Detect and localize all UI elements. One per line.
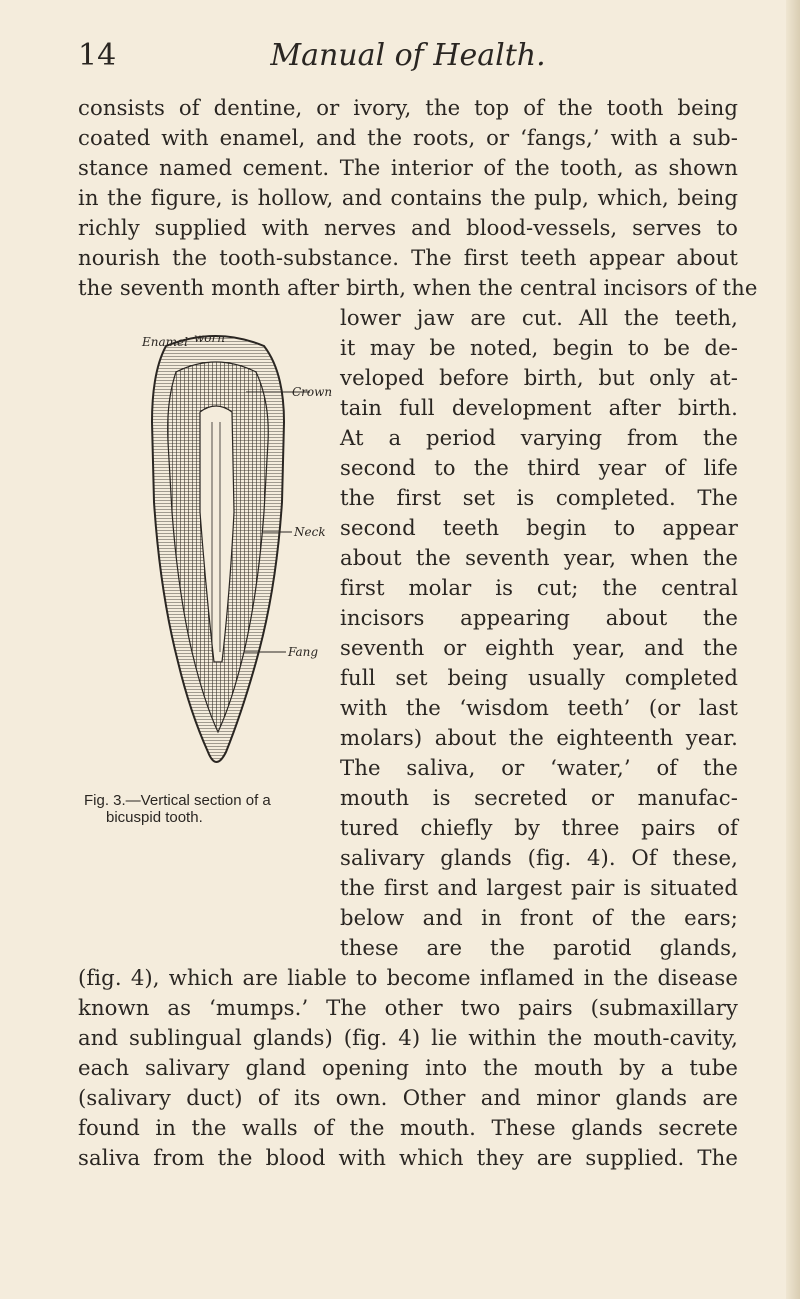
- body-line: first molar is cut; the central: [340, 575, 738, 600]
- body-line: in the figure, is hollow, and contains the pulp, which, being: [78, 185, 738, 210]
- body-line: seventh or eighth year, and the: [340, 635, 738, 660]
- body-line: richly supplied with nerves and blood-vessels, serves to: [78, 215, 738, 240]
- label-crown: Crown: [292, 385, 333, 399]
- body-line: with the ‘wisdom teeth’ (or last: [340, 695, 738, 720]
- body-line: saliva from the blood with which they are supplied. The: [78, 1145, 738, 1170]
- body-line: incisors appearing about the: [340, 605, 738, 630]
- caption-line: bicuspid tooth.: [106, 809, 203, 826]
- body-line: salivary glands (fig. 4). Of these,: [340, 845, 738, 870]
- body-line: tured chiefly by three pairs of: [340, 815, 738, 840]
- label-neck: Neck: [294, 525, 326, 539]
- body-line: each salivary gland opening into the mouth by a tube: [78, 1055, 738, 1080]
- figure-caption: [84, 792, 324, 826]
- body-line: stance named cement. The interior of the tooth, as shown: [78, 155, 738, 180]
- body-line: and sublingual glands) (fig. 4) lie within the mouth-cavity,: [78, 1025, 738, 1050]
- body-line: molars) about the eighteenth year.: [340, 725, 738, 750]
- body-line: about the seventh year, when the: [340, 545, 738, 570]
- body-line: mouth is secreted or manufac-: [340, 785, 738, 810]
- label-enamel: Enamel: [142, 335, 188, 349]
- body-line: coated with enamel, and the roots, or ‘fangs,’ with a sub-: [78, 125, 738, 150]
- body-line: veloped before birth, but only at-: [340, 365, 738, 390]
- body-line: nourish the tooth-substance. The first teeth appear about: [78, 245, 738, 270]
- body-line: the first and largest pair is situated: [340, 875, 738, 900]
- page-header: [78, 38, 738, 78]
- running-title: Manual of Health.: [270, 38, 546, 73]
- body-line: second to the third year of life: [340, 455, 738, 480]
- body-line: tain full development after birth.: [340, 395, 738, 420]
- body-line: lower jaw are cut. All the teeth,: [340, 305, 738, 330]
- body-line: (salivary duct) of its own. Other and minor glands are: [78, 1085, 738, 1110]
- label-worn: worn: [194, 332, 225, 345]
- body-line: full set being usually completed: [340, 665, 738, 690]
- body-line: found in the walls of the mouth. These glands secrete: [78, 1115, 738, 1140]
- body-line: known as ‘mumps.’ The other two pairs (submaxillary: [78, 995, 738, 1020]
- tooth-diagram: [96, 332, 336, 802]
- body-line: the seventh month after birth, when the central incisors of the: [78, 275, 758, 300]
- body-line: The saliva, or ‘water,’ of the: [340, 755, 738, 780]
- body-line: it may be noted, begin to be de-: [340, 335, 738, 360]
- body-line: these are the parotid glands,: [340, 935, 738, 960]
- tooth-section-figure: [96, 332, 336, 802]
- page-number: 14: [78, 38, 117, 73]
- page-edge: [786, 0, 800, 1299]
- label-fang: Fang: [288, 645, 319, 659]
- body-line: At a period varying from the: [340, 425, 738, 450]
- body-line: the first set is completed. The: [340, 485, 738, 510]
- body-line: below and in front of the ears;: [340, 905, 738, 930]
- body-line: second teeth begin to appear: [340, 515, 738, 540]
- body-line: consists of dentine, or ivory, the top of the tooth being: [78, 95, 738, 120]
- caption-line: Fig. 3.—Vertical section of a: [84, 792, 271, 809]
- body-line: (fig. 4), which are liable to become inflamed in the disease: [78, 965, 738, 990]
